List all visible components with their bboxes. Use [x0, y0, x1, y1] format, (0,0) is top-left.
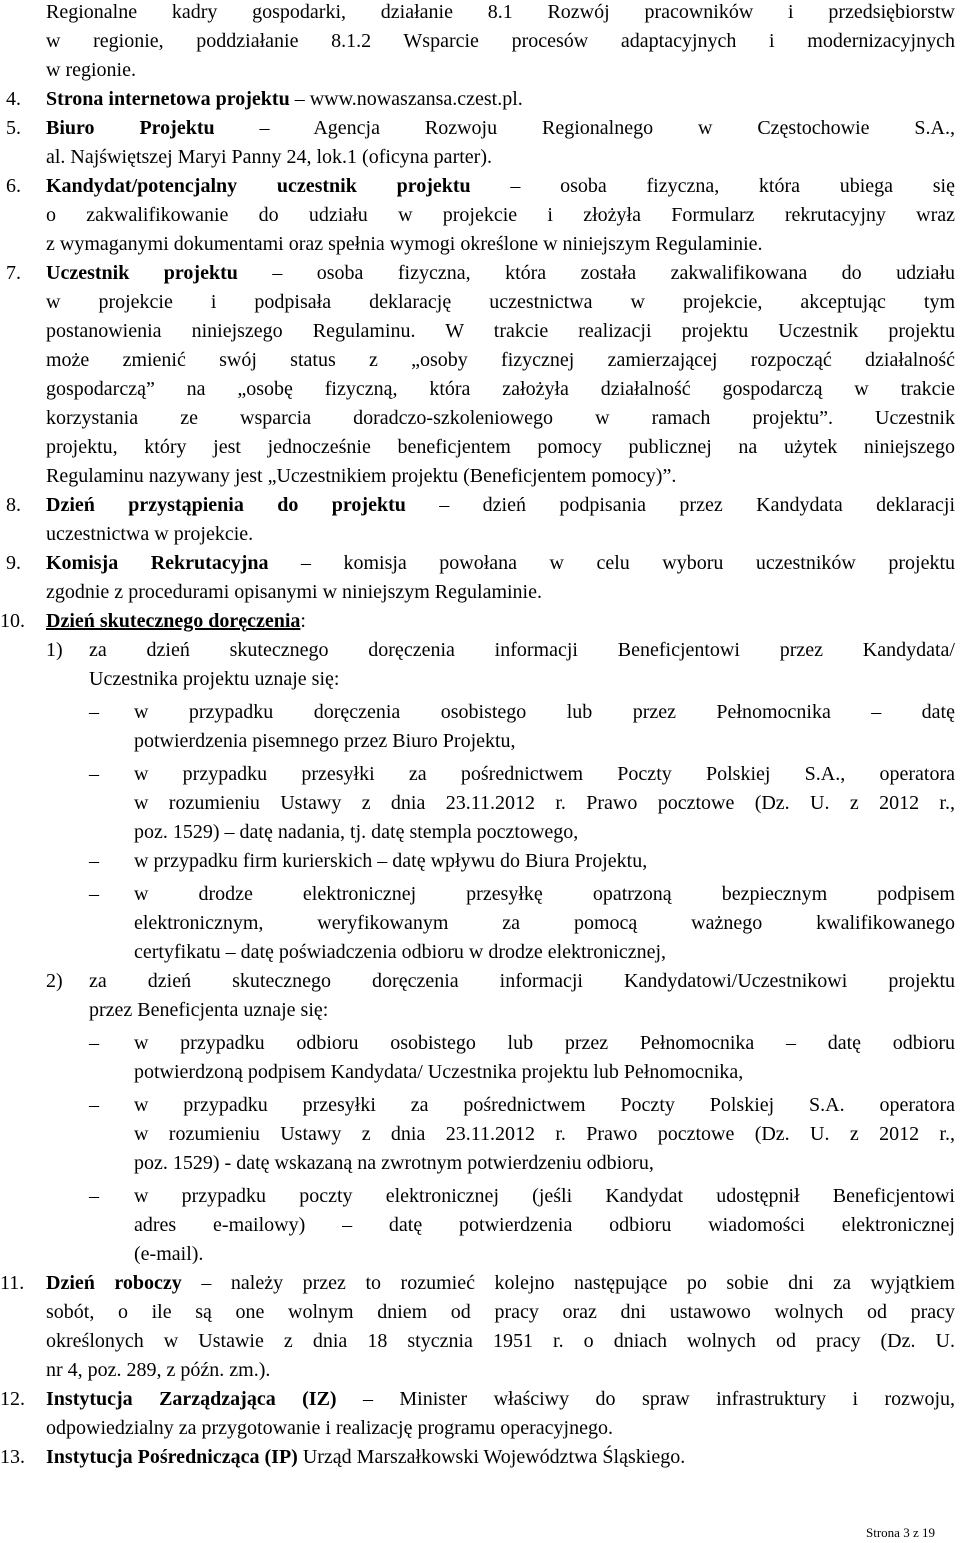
text-line: potwierdzoną podpisem Kandydata/ Uczestnika projektu lub Pełnomocnika, — [134, 1061, 744, 1083]
bullet-item: w przypadku firm kurierskich – datę wpływu do Biura Projektu, — [134, 850, 648, 872]
list-number: 10. — [0, 610, 25, 632]
dash-bullet: – — [89, 883, 99, 905]
definition: – Minister właściwy do spraw infrastruktury i rozwoju, — [336, 1388, 956, 1410]
list-number: 13. — [0, 1446, 25, 1468]
text-line: sobót, o ile są one wolnym dniem od pracy oraz dni ustawowo wolnych od pracy — [46, 1301, 955, 1323]
bullet-item: w drodze elektronicznej przesyłkę opatrzoną bezpiecznym podpisem — [134, 883, 955, 905]
definition: – komisja powołana w celu wyboru uczestników projektu — [268, 552, 956, 574]
text-line: projektu, który jest jednocześnie beneficjentem pomocy publicznej na użytek niniejszego — [46, 436, 955, 458]
dash-bullet: – — [89, 1185, 99, 1207]
list-number: 8. — [6, 494, 21, 516]
bullet-item: w przypadku odbioru osobistego lub przez Pełnomocnika – datę odbioru — [134, 1032, 955, 1054]
text-line: nr 4, poz. 289, z późn. zm.). — [46, 1359, 271, 1381]
term: Kandydat/potencjalny uczestnik projektu — [46, 175, 471, 197]
text-line: postanowienia niniejszego Regulaminu. W trakcie realizacji projektu Uczestnik projektu — [46, 320, 955, 342]
definition: Urząd Marszałkowski Województwa Śląskiego. — [297, 1446, 686, 1468]
text-line: zgodnie z procedurami opisanymi w niniejszym Regulaminie. — [46, 581, 542, 603]
definition: – osoba fizyczna, która została zakwalifikowana do udziału — [237, 262, 955, 284]
sublist-item-2: za dzień skutecznego doręczenia informacji Kandydatowi/Uczestnikowi projektu — [89, 970, 955, 992]
text-line: (e-mail). — [134, 1243, 204, 1265]
text-line: gospodarczą” na „osobę fizyczną, która założyła działalność gospodarczą w trakcie — [46, 378, 955, 400]
list-number: 6. — [6, 175, 21, 197]
dash-bullet: – — [89, 850, 99, 872]
term: Dzień skutecznego doręczenia — [46, 610, 301, 632]
term: Biuro Projektu — [46, 117, 215, 139]
definition: – www.nowaszansa.czest.pl. — [289, 88, 523, 110]
text-line: korzystania ze wsparcia doradczo-szkoleniowego w ramach projektu”. Uczestnik — [46, 407, 955, 429]
bullet-item: w przypadku poczty elektronicznej (jeśli Kandydat udostępnił Beneficjentowi — [134, 1185, 955, 1207]
text-line: może zmienić swój status z „osoby fizycznej zamierzającej rozpocząć działalność — [46, 349, 955, 371]
list-item-4 — [46, 87, 523, 111]
term: Uczestnik projektu — [46, 262, 238, 284]
text-line: Regionalne kadry gospodarki, działanie 8.1 Rozwój pracowników i przedsiębiorstw — [46, 1, 955, 23]
bullet-item: w przypadku przesyłki za pośrednictwem Poczty Polskiej S.A., operatora — [134, 763, 955, 785]
list-item-9 — [46, 551, 955, 575]
term: Dzień przystąpienia do projektu — [46, 494, 406, 516]
text-line: Regulaminu nazywany jest „Uczestnikiem projektu (Beneficjentem pomocy)”. — [46, 465, 677, 487]
definition: – osoba fizyczna, która ubiega się — [470, 175, 955, 197]
text-line: certyfikatu – datę poświadczenia odbioru w drodze elektronicznej, — [134, 941, 667, 963]
term: Instytucja Pośrednicząca (IP) — [46, 1446, 298, 1468]
text-line: al. Najświętszej Maryi Panny 24, lok.1 (oficyna parter). — [46, 146, 492, 168]
text-line: w regionie, poddziałanie 8.1.2 Wsparcie procesów adaptacyjnych i modernizacyjnych — [46, 30, 955, 52]
text-line: w projekcie i podpisała deklarację uczestnictwa w projekcie, akceptując tym — [46, 291, 955, 313]
list-item-7 — [46, 261, 955, 285]
dash-bullet: – — [89, 1094, 99, 1116]
list-item-12 — [46, 1387, 955, 1411]
list-item-13 — [46, 1445, 685, 1469]
sublist-number: 1) — [46, 639, 63, 661]
definition: – należy przez to rozumieć kolejno następujące po sobie dni za wyjątkiem — [181, 1272, 955, 1294]
definition: : — [300, 610, 306, 632]
sublist-number: 2) — [46, 970, 63, 992]
text-line: z wymaganymi dokumentami oraz spełnia wymogi określone w niniejszym Regulaminie. — [46, 233, 763, 255]
definition: – dzień podpisania przez Kandydata deklaracji — [405, 494, 955, 516]
list-number: 4. — [6, 88, 21, 110]
text-line: o zakwalifikowanie do udziału w projekcie i złożyła Formularz rekrutacyjny wraz — [46, 204, 955, 226]
list-number: 11. — [0, 1272, 25, 1294]
list-item-8 — [46, 493, 955, 517]
text-line: poz. 1529) – datę nadania, tj. datę stempla pocztowego, — [134, 821, 579, 843]
text-line: w rozumieniu Ustawy z dnia 23.11.2012 r. Prawo pocztowe (Dz. U. z 2012 r., — [134, 1123, 955, 1145]
term: Strona internetowa projektu — [46, 88, 290, 110]
bullet-item: w przypadku doręczenia osobistego lub przez Pełnomocnika – datę — [134, 701, 955, 723]
term: Komisja Rekrutacyjna — [46, 552, 269, 574]
text-line: adres e-mailowy) – datę potwierdzenia odbioru wiadomości elektronicznej — [134, 1214, 955, 1236]
text-line: określonych w Ustawie z dnia 18 stycznia 1951 r. o dniach wolnych od pracy (Dz. U. — [46, 1330, 955, 1352]
bullet-item: w przypadku przesyłki za pośrednictwem Poczty Polskiej S.A. operatora — [134, 1094, 955, 1116]
dash-bullet: – — [89, 763, 99, 785]
text-line: uczestnictwa w projekcie. — [46, 523, 254, 545]
text-line: odpowiedzialny za przygotowanie i realizację programu operacyjnego. — [46, 1417, 613, 1439]
text-line: w regionie. — [46, 59, 136, 81]
definition: – Agencja Rozwoju Regionalnego w Częstochowie S.A., — [214, 117, 955, 139]
dash-bullet: – — [89, 1032, 99, 1054]
text-line: w rozumieniu Ustawy z dnia 23.11.2012 r. Prawo pocztowe (Dz. U. z 2012 r., — [134, 792, 955, 814]
list-item-11 — [46, 1271, 955, 1295]
text-line: elektronicznym, weryfikowanym za pomocą ważnego kwalifikowanego — [134, 912, 955, 934]
list-number: 7. — [6, 262, 21, 284]
text-line: poz. 1529) - datę wskazaną na zwrotnym potwierdzeniu odbioru, — [134, 1152, 654, 1174]
text-line: Uczestnika projektu uznaje się: — [89, 668, 340, 690]
list-number: 5. — [6, 117, 21, 139]
list-number: 9. — [6, 552, 21, 574]
text-line: przez Beneficjenta uznaje się: — [89, 999, 329, 1021]
sublist-item-1: za dzień skutecznego doręczenia informacji Beneficjentowi przez Kandydata/ — [89, 639, 955, 661]
list-item-6 — [46, 174, 955, 198]
term: Dzień roboczy — [46, 1272, 182, 1294]
term: Instytucja Zarządzająca (IZ) — [46, 1388, 337, 1410]
list-item-5 — [46, 116, 955, 140]
page-number: Strona 3 z 19 — [866, 1525, 935, 1540]
list-item-10 — [46, 609, 306, 633]
text-line: potwierdzenia pisemnego przez Biuro Projektu, — [134, 730, 516, 752]
list-number: 12. — [0, 1388, 25, 1410]
dash-bullet: – — [89, 701, 99, 723]
